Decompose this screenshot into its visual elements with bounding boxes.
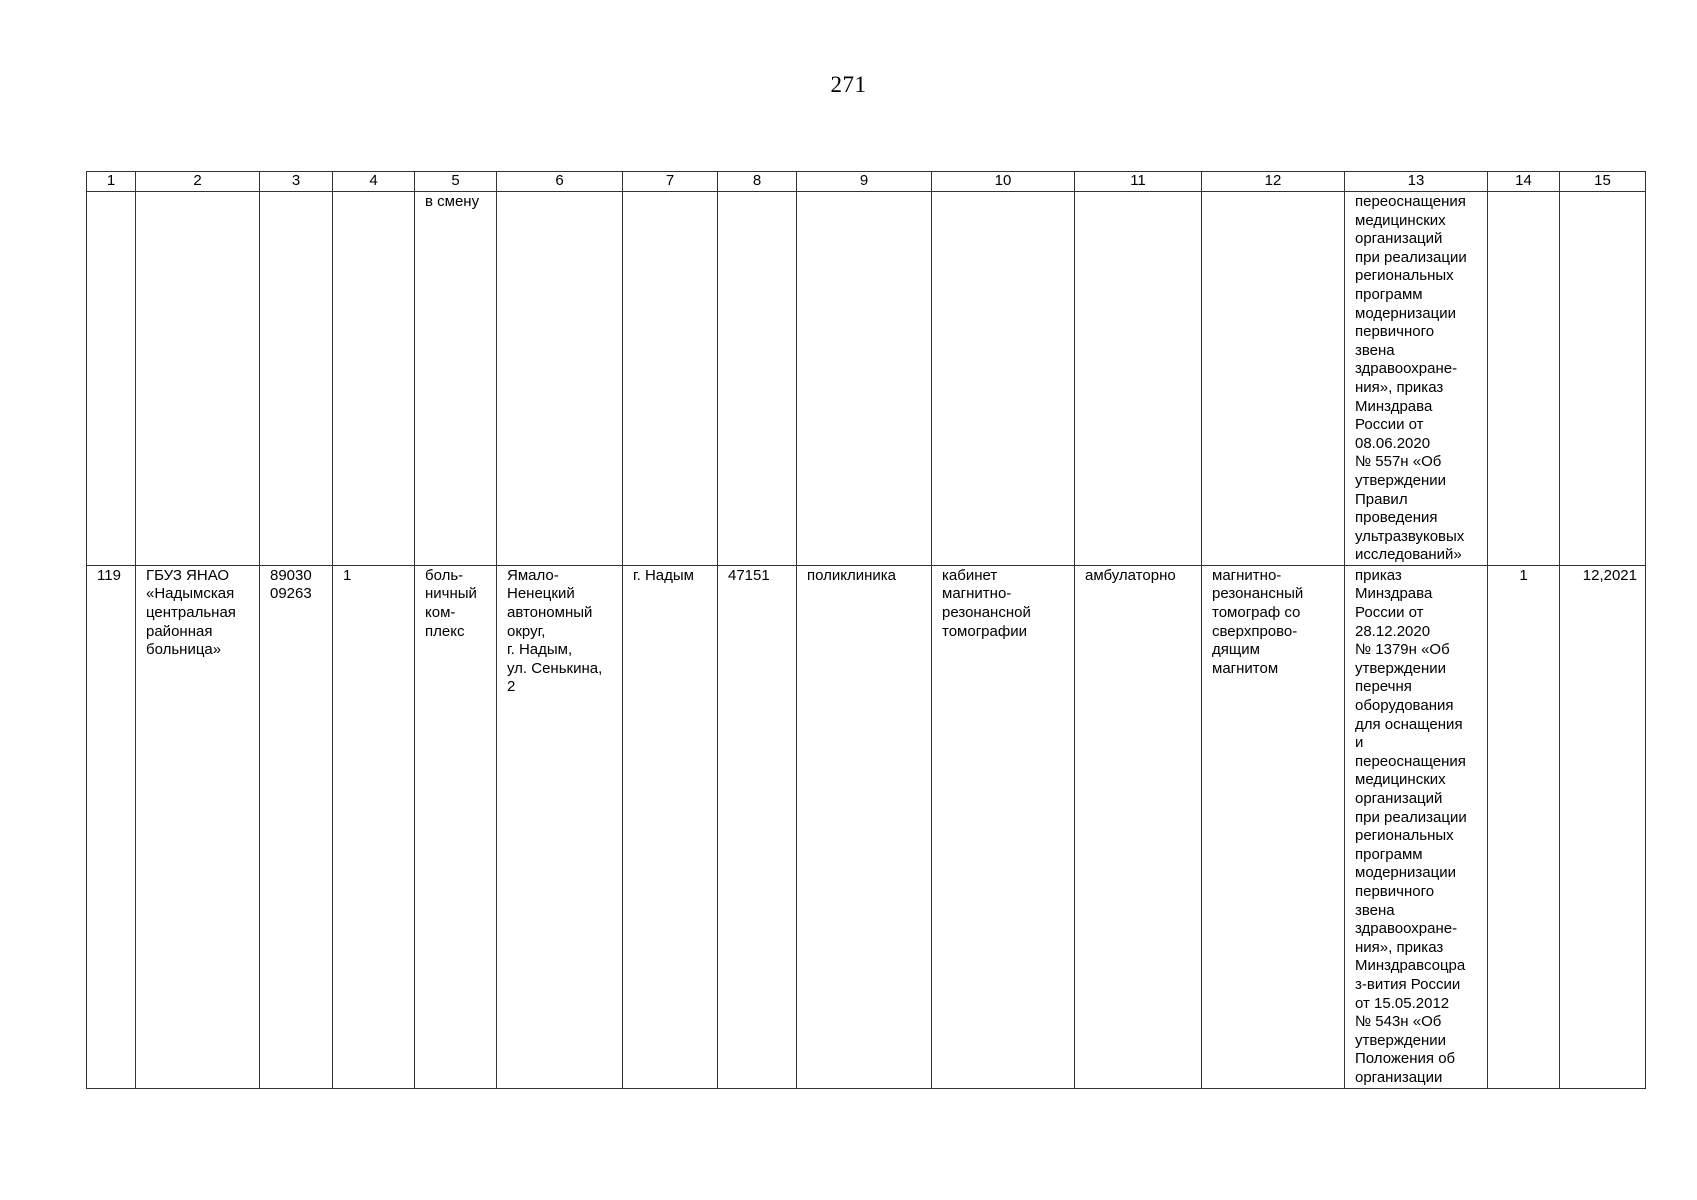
table-cell: 1 <box>333 565 415 1088</box>
table-cell <box>797 192 932 566</box>
data-table <box>86 171 1646 1089</box>
column-number: 15 <box>1560 172 1646 192</box>
table-cell: амбулаторно <box>1075 565 1202 1088</box>
column-number: 2 <box>136 172 260 192</box>
column-number: 12 <box>1202 172 1345 192</box>
table-cell <box>497 192 623 566</box>
equipment-cell: магнитно- резонансный томограф со сверхпрово- дящим магнитом <box>1202 565 1345 1088</box>
table-cell: переоснащения медицинских организаций при реализации региональных программ модернизации первичного звена здравоохране- ния», приказ Минздрава России от 08.06.2020 № 557н «Об утверждении Правил проведения ультразвуковых исследований» <box>1345 192 1488 566</box>
quantity-cell: 1 <box>1488 565 1560 1088</box>
column-number: 14 <box>1488 172 1560 192</box>
regulation-cell: приказ Минздрава России от 28.12.2020 № 1379н «Об утверждении перечня оборудования для оснащения и переоснащения медицинских организаций при реализации региональных программ модернизации первичного звена здравоохране- ния», приказ Минздравсоцра з-вития России от 15.05.2012 № 543н «Об утверждении Положения об организации <box>1345 565 1488 1088</box>
column-number-row <box>87 172 1646 192</box>
table-row <box>87 565 1646 1088</box>
column-number: 7 <box>623 172 718 192</box>
column-number: 10 <box>932 172 1075 192</box>
table-cell <box>1202 192 1345 566</box>
table-cell <box>333 192 415 566</box>
column-number: 5 <box>415 172 497 192</box>
row-number-cell: 119 <box>87 565 136 1088</box>
table-cell <box>260 192 333 566</box>
table-cell: в смену <box>415 192 497 566</box>
table-cell: 47151 <box>718 565 797 1088</box>
column-number: 6 <box>497 172 623 192</box>
column-number: 4 <box>333 172 415 192</box>
page-number: 271 <box>830 72 867 97</box>
date-cell: 12,2021 <box>1560 565 1646 1088</box>
table-row-continued <box>87 192 1646 566</box>
organization-cell: ГБУЗ ЯНАО «Надымская центральная районная больница» <box>136 565 260 1088</box>
column-number: 3 <box>260 172 333 192</box>
column-number: 9 <box>797 172 932 192</box>
address-cell: Ямало- Ненецкий автономный округ, г. Надым, ул. Сенькина, 2 <box>497 565 623 1088</box>
column-number: 8 <box>718 172 797 192</box>
table-cell <box>136 192 260 566</box>
table-cell <box>87 192 136 566</box>
table-cell <box>932 192 1075 566</box>
table-cell <box>1560 192 1646 566</box>
table-cell <box>1075 192 1202 566</box>
column-number: 13 <box>1345 172 1488 192</box>
code-cell: 89030 09263 <box>260 565 333 1088</box>
table-cell: кабинет магнитно- резонансной томографии <box>932 565 1075 1088</box>
table-cell <box>718 192 797 566</box>
table-cell <box>623 192 718 566</box>
column-number: 1 <box>87 172 136 192</box>
city-cell: г. Надым <box>623 565 718 1088</box>
table-cell <box>1488 192 1560 566</box>
table-cell: боль- ничный ком- плекс <box>415 565 497 1088</box>
table-cell: поликлиника <box>797 565 932 1088</box>
column-number: 11 <box>1075 172 1202 192</box>
